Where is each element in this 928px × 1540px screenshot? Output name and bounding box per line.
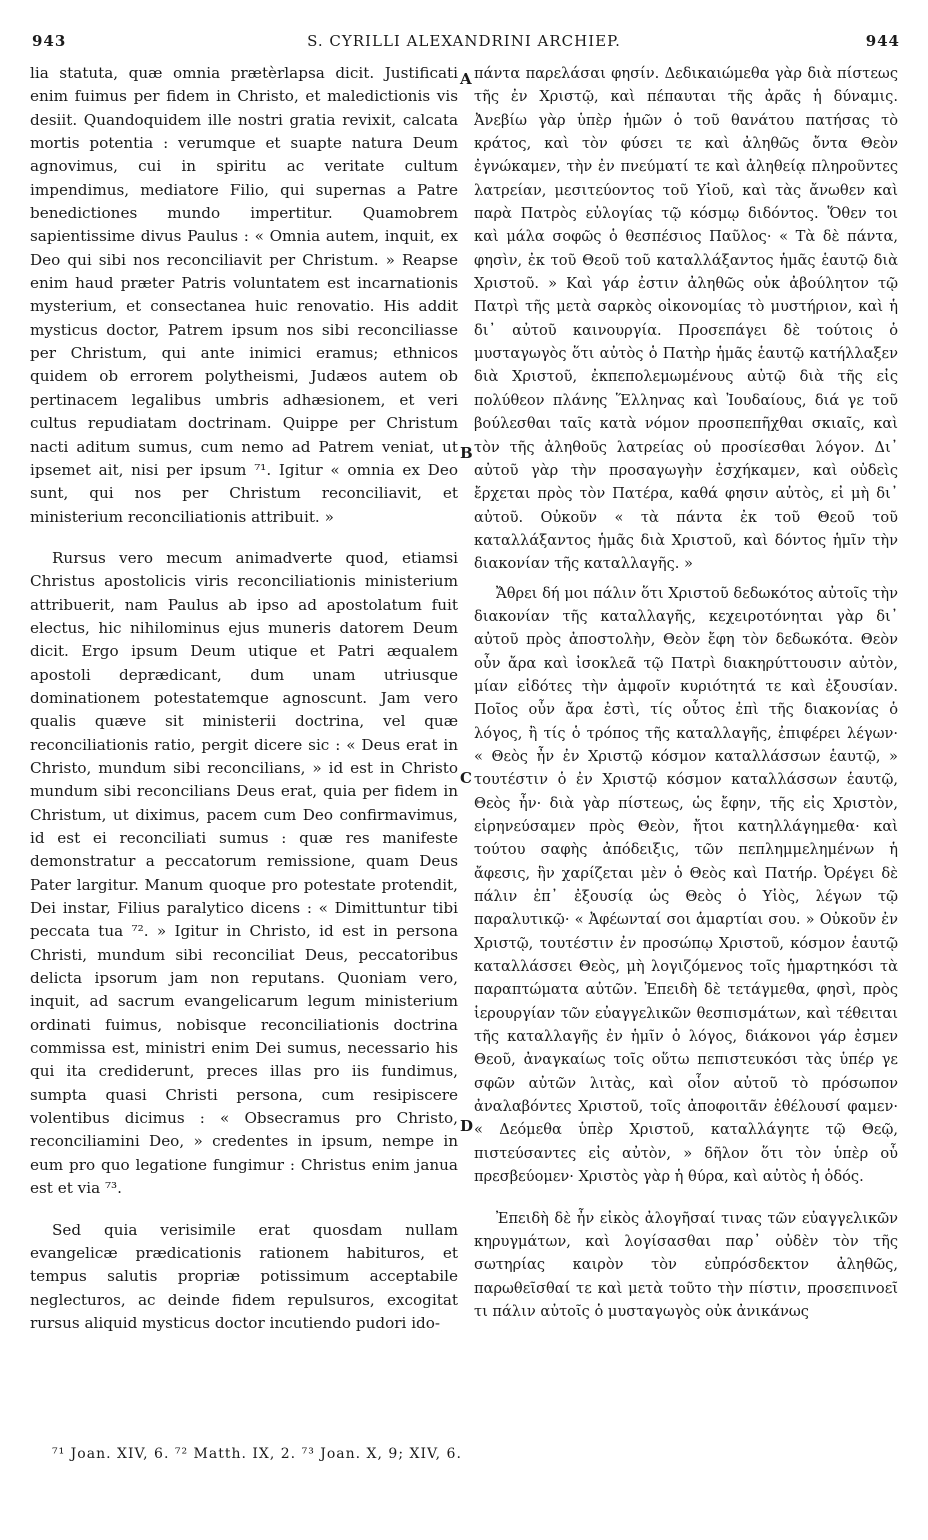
page-number-left: 943 bbox=[32, 32, 67, 50]
footnotes: ⁷¹ Joan. XIV, 6. ⁷² Matth. IX, 2. ⁷³ Joan. X, 9; XIV, 6. bbox=[52, 1446, 462, 1462]
latin-column bbox=[30, 62, 458, 1353]
running-title: S. CYRILLI ALEXANDRINI ARCHIEP. bbox=[307, 32, 621, 50]
latin-paragraph-2: Rursus vero mecum animadverte quod, etiamsi Christus apostolicis viris reconciliationis ministerium attribuerit, nam Paulus ab ipso ad apostolatum fuit electus, hic nihilominus ejus muneris datorem Deum dicit. Ergo ipsum Deum utique et Patri æqualem apostoli deprædicant, dum unam utriusque dominationem potestatemque agnoscunt. Jam vero qualis quæve sit ministerii doctrina, vel quæ reconciliationis ratio, pergit dicere sic : « Deus erat in Christo, mundum sibi reconcilians, » id est in Christo mundum sibi reconcilians Deus erat, quia per fidem in Christum, ut diximus, pacem cum Deo confirmavimus, id est ei reconciliati sumus : quæ res manifeste demonstratur a peccatorum remissione, quam Deus Pater largitur. Manum quoque pro potestate protendit, Dei instar, Filius paralytico dicens : « Dimittuntur tibi peccata tua ⁷². » Igitur in Christo, id est in persona Christi, mundum sibi reconciliat Deus, peccatoribus delicta ipsorum jam non reputans. Quoniam vero, inquit, ad sacrum evangelicarum legum ministerium ordinati fuimus, nobisque reconciliationis doctrina commissa est, ministri enim Dei sumus, necessario his qui ita crediderunt, preces illas pro iis fundimus, sumpta quasi Christi persona, cum resipiscere volentibus dicimus : « Obsecramus pro Christo, reconciliamini Deo, » credentes in ipsum, nempe in eum pro quo legatione fungimur : Christus enim janua est et via ⁷³. bbox=[30, 548, 458, 1198]
latin-paragraph-1: lia statuta, quæ omnia prætèrlapsa dicit. Justificati enim fuimus per fidem in Christo, et maledictionis vis desiit. Quandoquidem ille nostri gratia revixit, calcata mortis potentia : verumque et suapte natura Deum agnovimus, cui in spiritu ac veritate cultum impendimus, mediatore Filio, qui supernas a Patre benedictiones mundo impertitur. Quamobrem sapientissime divus Paulus : « Omnia autem, inquit, ex Deo qui sibi nos reconciliavit per Christum. » Reapse enim haud præter Patris voluntatem est incarnationis mysterium, et consectanea huic renovatio. His addit mysticus doctor, Patrem ipsum nos sibi reconciliasse per Christum, qui ante inimici eramus; ethnicos quidem ob errorem polytheismi, Judæos autem ob pertinacem legalibus umbris adhæsionem, et veri cultus repudiatam doctrinam. Quippe per Christum nacti aditum sumus, cum nemo ad Patrem veniat, ut ipsemet ait, nisi per ipsum ⁷¹. Igitur « omnia ex Deo sunt, qui nos per Christum reconciliavit, et ministerium reconciliationis attribuit. » bbox=[30, 64, 458, 526]
greek-paragraph-3: Ἐπειδὴ δὲ ἦν εἰκὸς ἀλογῆσαί τινας τῶν εὐαγγελικῶν κηρυγμάτων, καὶ λογίσασθαι παρ᾽ οὐδὲν τὸν τῆς σωτηρίας καιρὸν τὸν εὐπρόσδεκτον ἀληθῶς, παρωθεῖσθαί τε καὶ μετὰ τοῦτο τὴν πίστιν, προσεπινοεῖ τι πάλιν αὐτοῖς ὁ μυσταγωγὸς οὐκ ἀνικάνως bbox=[474, 1209, 898, 1320]
latin-paragraph-3: Sed quia verisimile erat quosdam nullam evangelicæ prædicationis rationem habituros, et tempus salutis propriæ potissimum acceptabile neglecturos, ac deinde fidem repulsuros, excogitat rursus aliquid mysticus doctor incutiendo pudori ido- bbox=[30, 1220, 458, 1332]
greek-paragraph-1: πάντα παρελάσαι φησίν. Δεδικαιώμεθα γὰρ διὰ πίστεως τῆς ἐν Χριστῷ, καὶ πέπαυται τῆς ἀρᾶς ἡ δύναμις. Ἀνεβίω γὰρ ὑπὲρ ἡμῶν ὁ τοῦ θανάτου πατήσας τὸ κράτος, καὶ τὸν φύσει τε καὶ ἀληθῶς ὄντα Θεὸν ἐγνώκαμεν, τὴν ἐν πνεύματί τε καὶ ἀληθείᾳ πληροῦντες λατρείαν, μεσιτεύοντος τοῦ Υἱοῦ, καὶ τὰς ἄνωθεν καὶ παρὰ Πατρὸς εὐλογίας τῷ κόσμῳ διδόντος. Ὅθεν τοι καὶ μάλα σοφῶς ὁ θεσπέσιος Παῦλος· « Τὰ δὲ πάντα, φησὶν, ἐκ τοῦ Θεοῦ τοῦ καταλλάξαντος ἡμᾶς ἑαυτῷ διὰ Χριστοῦ. » Καὶ γάρ ἐστιν ἀληθῶς οὐκ ἀβούλητον τῷ Πατρὶ τῆς μετὰ σαρκὸς οἰκονομίας τὸ μυστήριον, καὶ ἡ δι᾽ αὐτοῦ καινουργία. Προσεπάγει δὲ τούτοις ὁ μυσταγωγὸς ὅτι αὐτὸς ὁ Πατὴρ ἡμᾶς ἑαυτῷ κατήλλαξεν διὰ Χριστοῦ, ἐκπεπολεμωμένους αὐτῷ διὰ τῆς εἰς πολύθεον πλάνης Ἕλληνας καὶ Ἰουδαίους, διά γε τοῦ βούλεσθαι ταῖς κατὰ νόμον προσπεπῆχθαι σκιαῖς, καὶ τὸν τῆς ἀληθοῦς λατρείας οὐ προσίεσθαι λόγον. Δι᾽ αὐτοῦ γὰρ τὴν προσαγωγὴν ἐσχήκαμεν, καὶ οὐδεὶς ἔρχεται πρὸς τὸν Πατέρα, καθά φησιν αὐτὸς, εἰ μὴ δι᾽ αὐτοῦ. Οὐκοῦν « τὰ πάντα ἐκ τοῦ Θεοῦ τοῦ καταλλάξαντος ἡμᾶς διὰ Χριστοῦ, καὶ δόντος ἡμῖν τὴν διακονίαν τῆς καταλλαγῆς. » bbox=[474, 65, 898, 573]
page-header bbox=[0, 32, 928, 56]
margin-letter-c: C bbox=[460, 769, 472, 787]
greek-paragraph-2: Ἄθρει δή μοι πάλιν ὅτι Χριστοῦ δεδωκότος αὐτοῖς τὴν διακονίαν τῆς καταλλαγῆς, κεχειροτόνηται γὰρ δι᾽ αὐτοῦ πρὸς ἀποστολὴν, Θεὸν ἔφη τὸν δεδωκότα. Θεὸν οὖν ἄρα καὶ ἰσοκλεᾶ τῷ Πατρὶ διακηρύττουσιν αὐτὸν, μίαν εἰδότες τὴν ἀμφοῖν κυριότητά τε καὶ ἐξουσίαν. Ποῖος οὖν ἄρα ἐστὶ, τίς οὗτος ἐπὶ τῆς διακονίας ὁ λόγος, ἢ τίς ὁ τρόπος τῆς καταλλαγῆς, ἐπιφέρει λέγων· « Θεὸς ἦν ἐν Χριστῷ κόσμον καταλλάσσων ἑαυτῷ, » τουτέστιν ὁ ἐν Χριστῷ κόσμον καταλλάσσων ἑαυτῷ, Θεὸς ἦν· διὰ γὰρ πίστεως, ὡς ἔφην, τῆς εἰς Χριστὸν, εἰρηνεύσαμεν πρὸς Θεὸν, ἤτοι κατηλλάγημεθα· καὶ τούτου σαφὴς ἀπόδειξις, τῶν πεπλημμελημένων ἡ ἄφεσις, ἣν χαρίζεται μὲν ὁ Θεὸς καὶ Πατήρ. Ὀρέγει δὲ πάλιν ἐπ᾽ ἐξουσίᾳ ὡς Θεὸς ὁ Υἱὸς, λέγων τῷ παραλυτικῷ· « Ἀφέωνταί σοι ἁμαρτίαι σου. » Οὐκοῦν ἐν Χριστῷ, τουτέστιν ἐν προσώπῳ Χριστοῦ, κόσμον ἑαυτῷ καταλλάσσει Θεὸς, μὴ λογιζόμενος τοῖς ἡμαρτηκόσι τὰ παραπτώματα αὐτῶν. Ἐπειδὴ δὲ τετάγμεθα, φησὶ, πρὸς ἱερουργίαν τῶν εὐαγγελικῶν θεσπισμάτων, καὶ τέθειται τῆς καταλλαγῆς ἐν ἡμῖν ὁ λόγος, διάκονοι γάρ ἐσμεν Θεοῦ, ἀναγκαίως τοῖς οὕτω πεπιστευκόσι τὰς ὑπέρ γε σφῶν αὐτῶν λιτὰς, καὶ οἷον αὐτοῦ τὸ πρόσωπον ἀναλαβόντες Χριστοῦ, τοῖς ἀποφοιτᾶν ἐθέλουσί φαμεν· « Δεόμεθα ὑπὲρ Χριστοῦ, καταλλάγητε τῷ Θεῷ, πιστεύσαντες εἰς αὐτὸν, » δῆλον ὅτι τὸν ὑπὲρ οὗ πρεσβεύομεν· Χριστὸς γὰρ ἡ θύρα, καὶ αὐτὸς ἡ ὁδός. bbox=[474, 584, 898, 1186]
margin-letter-a: A bbox=[460, 70, 472, 88]
page-number-right: 944 bbox=[865, 32, 900, 50]
greek-column bbox=[474, 62, 898, 1341]
margin-letter-b: B bbox=[460, 444, 473, 462]
margin-letter-d: D bbox=[460, 1117, 474, 1135]
